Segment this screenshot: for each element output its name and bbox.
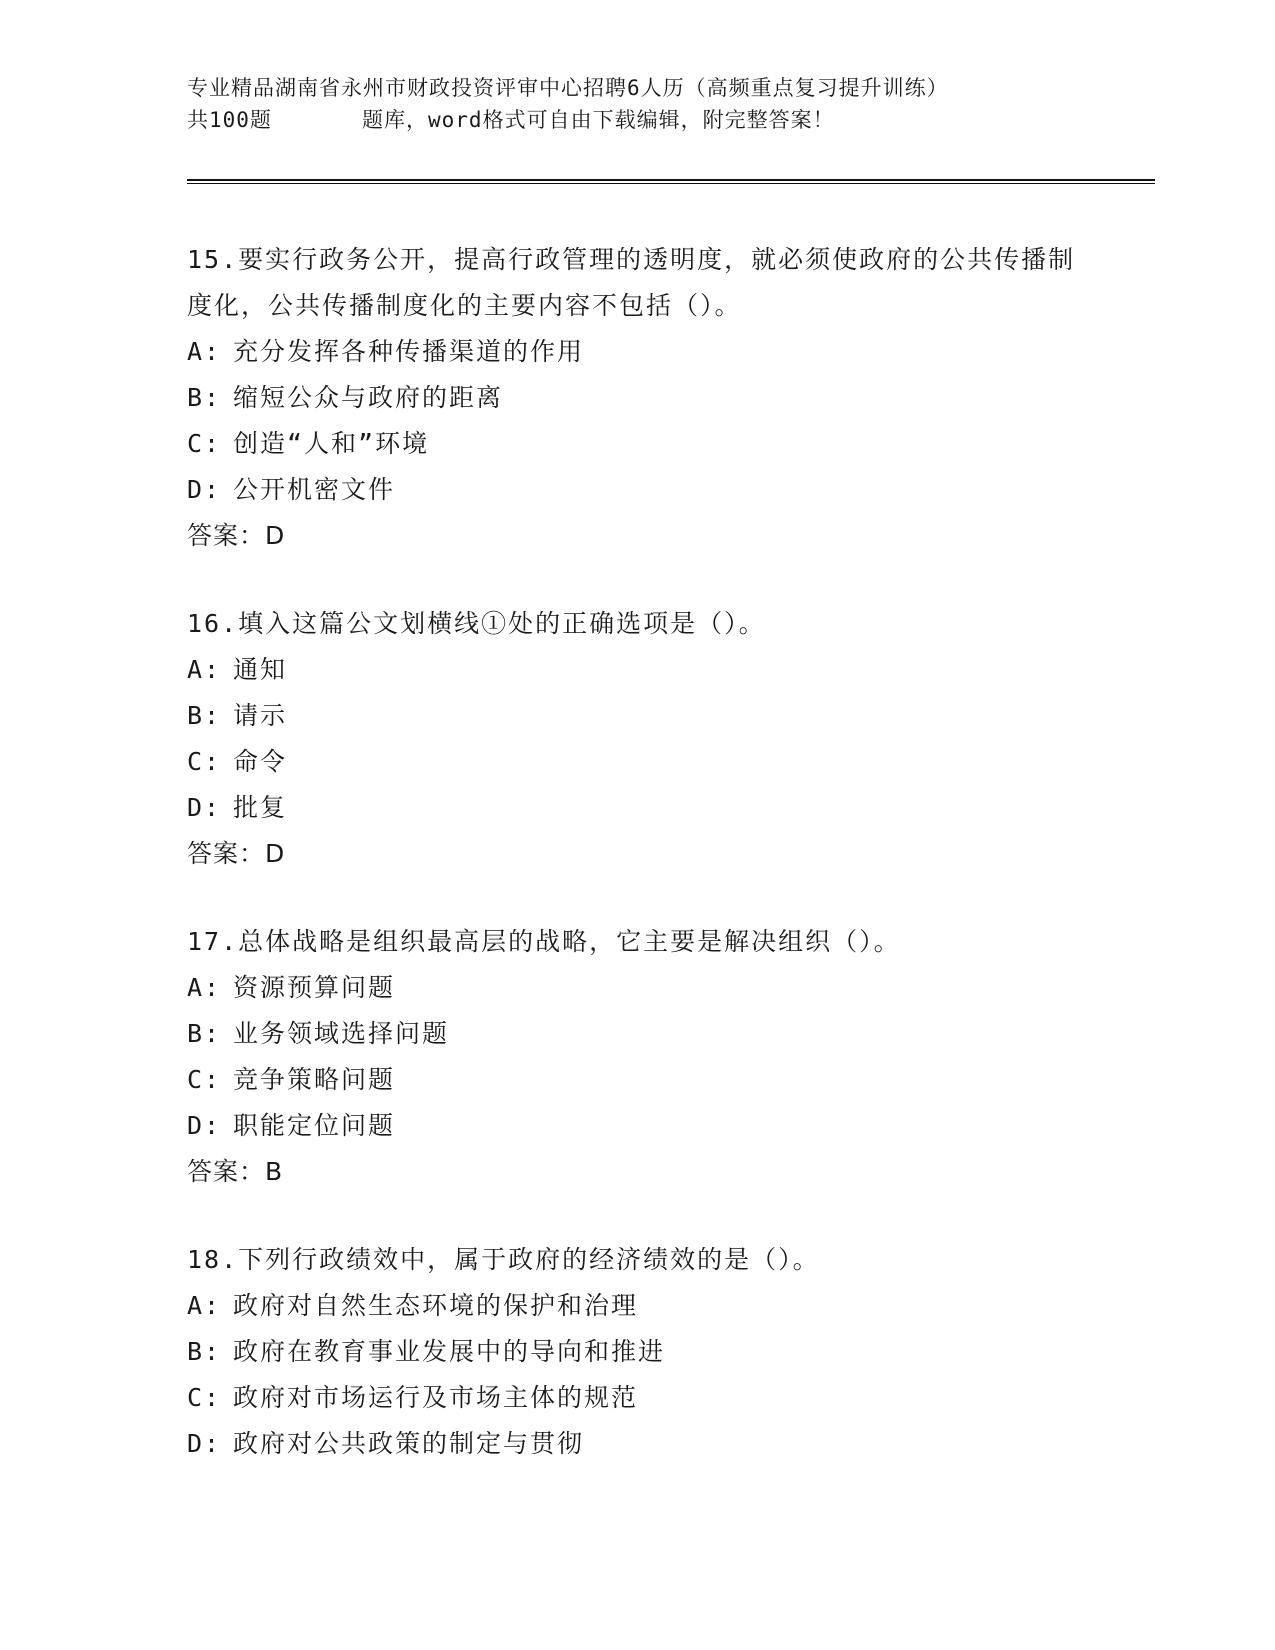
question-item — [187, 237, 1087, 559]
option-key: D: — [187, 475, 222, 504]
page-header — [187, 72, 1147, 136]
option-key: B: — [187, 701, 222, 730]
option-key: A: — [187, 337, 222, 366]
option-text: 充分发挥各种传播渠道的作用 — [233, 337, 585, 366]
option-c — [187, 1057, 1087, 1103]
option-text: 缩短公众与政府的距离 — [233, 383, 504, 412]
header-note: 题库，word格式可自由下载编辑，附完整答案！ — [362, 108, 835, 132]
option-a — [187, 965, 1087, 1011]
option-d — [187, 785, 1087, 831]
option-text: 政府对市场运行及市场主体的规范 — [233, 1383, 639, 1412]
option-key: A: — [187, 655, 222, 684]
option-text: 通知 — [233, 655, 288, 684]
option-text: 政府在教育事业发展中的导向和推进 — [233, 1337, 666, 1366]
question-stem: 17.总体战略是组织最高层的战略，它主要是解决组织（）。 — [187, 927, 901, 956]
question-item — [187, 919, 1087, 1195]
question-stem: 15.要实行政务公开，提高行政管理的透明度，就必须使政府的公共传播制度化，公共传播制度化的主要内容不包括（）。 — [187, 245, 1076, 320]
option-c — [187, 421, 1087, 467]
option-b — [187, 1011, 1087, 1057]
option-key: D: — [187, 1429, 222, 1458]
option-key: C: — [187, 747, 222, 776]
option-a — [187, 1283, 1087, 1329]
question-item — [187, 601, 1087, 877]
option-d — [187, 1421, 1087, 1467]
option-key: B: — [187, 1019, 222, 1048]
option-text: 业务领域选择问题 — [233, 1019, 450, 1048]
option-d — [187, 1103, 1087, 1149]
option-text: 命令 — [233, 747, 288, 776]
option-b — [187, 375, 1087, 421]
question-stem: 18.下列行政绩效中，属于政府的经济绩效的是（）。 — [187, 1245, 820, 1274]
header-subline — [187, 104, 1147, 136]
option-key: C: — [187, 1383, 222, 1412]
header-divider — [187, 179, 1155, 181]
option-key: B: — [187, 1337, 222, 1366]
option-c — [187, 1375, 1087, 1421]
option-text: 资源预算问题 — [233, 973, 396, 1002]
header-divider-thin — [187, 183, 1155, 184]
option-key: C: — [187, 429, 222, 458]
page-title: 专业精品湖南省永州市财政投资评审中心招聘6人历（高频重点复习提升训练） — [187, 76, 949, 100]
option-key: B: — [187, 383, 222, 412]
option-key: C: — [187, 1065, 222, 1094]
option-key: D: — [187, 793, 222, 822]
option-c — [187, 739, 1087, 785]
option-a — [187, 329, 1087, 375]
option-b — [187, 1329, 1087, 1375]
option-b — [187, 693, 1087, 739]
answer-line: 答案：D — [187, 521, 286, 550]
option-text: 政府对自然生态环境的保护和治理 — [233, 1291, 639, 1320]
option-key: A: — [187, 1291, 222, 1320]
option-text: 请示 — [233, 701, 288, 730]
option-text: 公开机密文件 — [233, 475, 396, 504]
question-list — [187, 237, 1087, 1509]
option-text: 职能定位问题 — [233, 1111, 396, 1140]
option-text: 竞争策略问题 — [233, 1065, 396, 1094]
question-item — [187, 1237, 1087, 1467]
option-key: D: — [187, 1111, 222, 1140]
option-d — [187, 467, 1087, 513]
option-key: A: — [187, 973, 222, 1002]
option-a — [187, 647, 1087, 693]
answer-line: 答案：D — [187, 839, 286, 868]
option-text: 批复 — [233, 793, 288, 822]
question-count: 共100题 — [187, 108, 272, 132]
option-text: 政府对公共政策的制定与贯彻 — [233, 1429, 585, 1458]
answer-line: 答案：B — [187, 1157, 284, 1186]
question-stem: 16.填入这篇公文划横线①处的正确选项是（）。 — [187, 609, 766, 638]
option-text: 创造“人和”环境 — [233, 429, 430, 458]
